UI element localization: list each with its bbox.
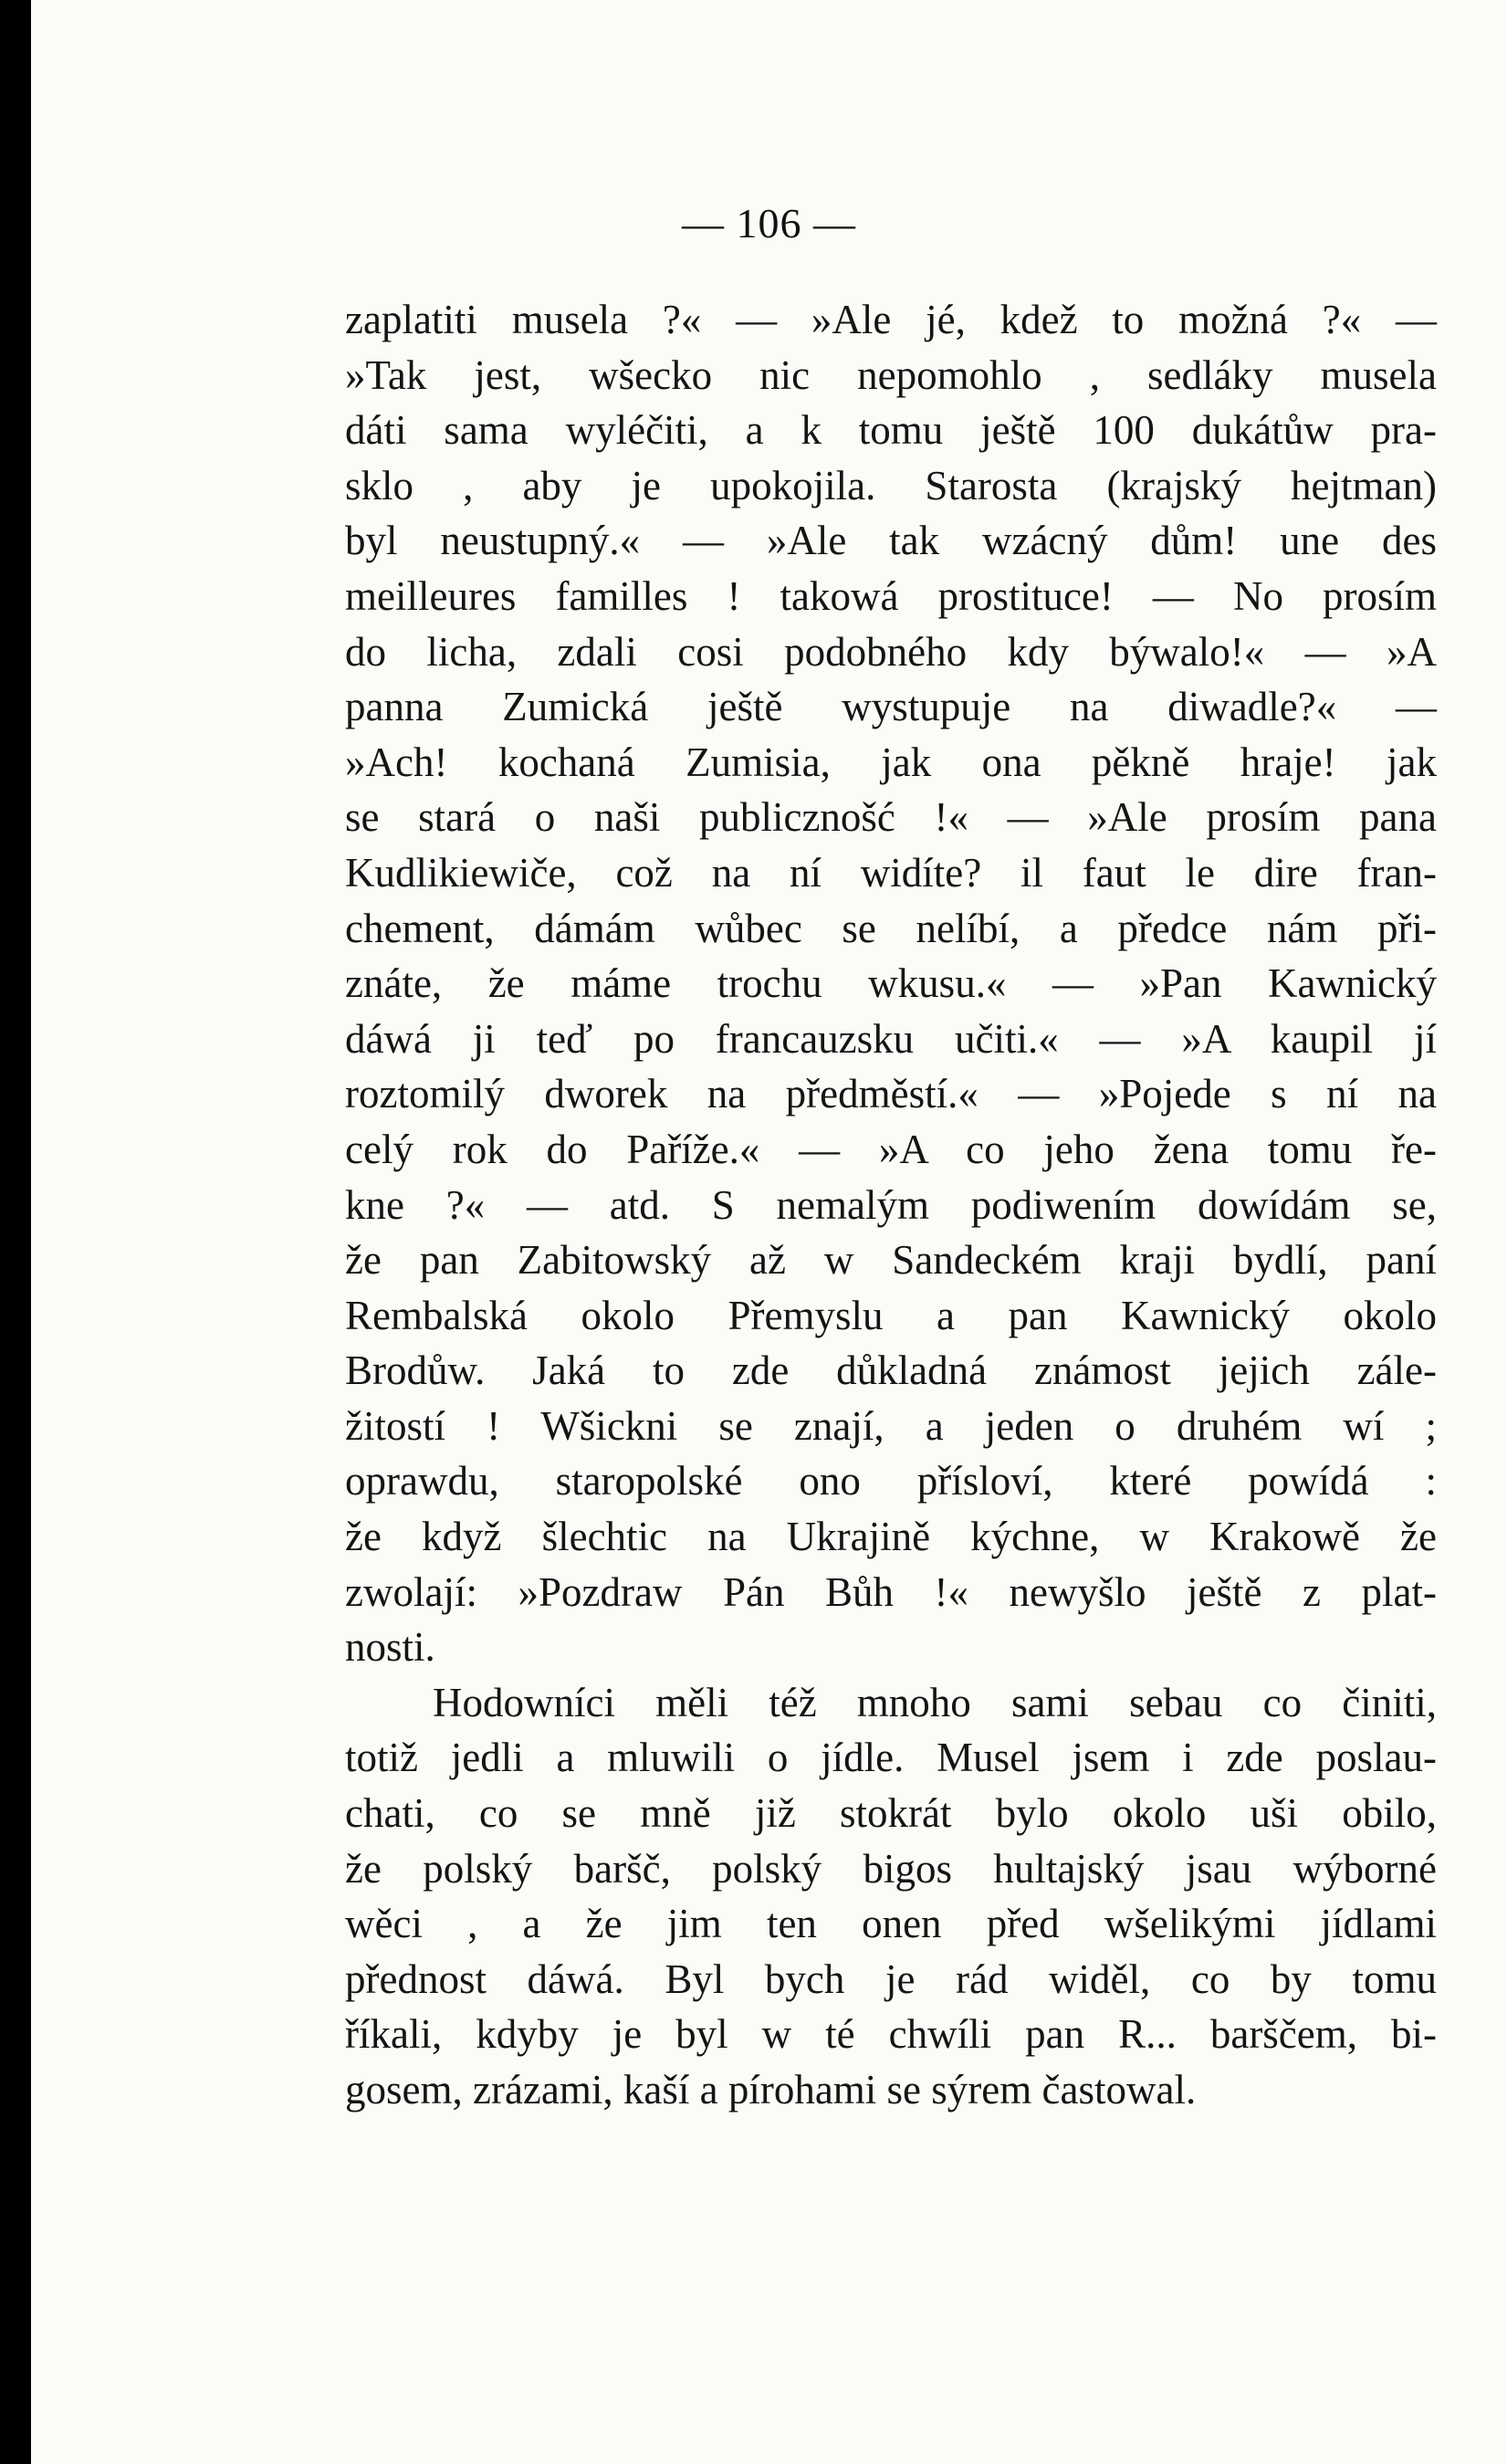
text-line: meilleures familles ! takowá prostituce! — No prosím [345, 572, 1437, 619]
text-line: přednost dáwá. Byl bych je rád widěl, co by tomu [345, 1955, 1437, 2002]
text-line: zwolají: »Pozdraw Pán Bůh !« newyšlo ještě z plat- [345, 1568, 1437, 1615]
text-line: oprawdu, staropolské ono přísloví, které powídá : [345, 1458, 1437, 1505]
text-line: že když šlechtic na Ukrajině kýchne, w Krakowě že [345, 1514, 1437, 1560]
text-line: celý rok do Paříže.« — »A co jeho žena tomu ře- [345, 1126, 1437, 1172]
text-line: roztomilý dworek na předměstí.« — »Pojede s ní na [345, 1071, 1437, 1117]
book-page [31, 0, 1507, 2464]
text-line: kne ?« — atd. S nemalým podiwením dowídám se, [345, 1181, 1437, 1228]
text-line: gosem, zrázami, kaší a pírohami se sýrem častowal. [345, 2067, 1197, 2113]
body-text [345, 292, 1437, 2118]
text-line: do licha, zdali cosi podobného kdy býwalo!« — »A [345, 628, 1437, 675]
text-line: zaplatiti musela ?« — »Ale jé, kdež to možná ?« — [345, 297, 1437, 342]
text-line: žitostí ! Wšickni se znají, a jeden o druhém wí ; [345, 1402, 1437, 1449]
text-line: Kudlikiewiče, což na ní widíte? il faut le dire fran- [345, 849, 1437, 896]
text-line: »Tak jest, wšecko nic nepomohlo , sedláky musela [345, 351, 1437, 398]
text-line: Hodowníci měli též mnoho sami sebau co činiti, [433, 1679, 1437, 1725]
text-line: »Ach! kochaná Zumisia, jak ona pěkně hraje! jak [345, 739, 1437, 785]
text-line: dáwá ji teď po francauzsku učiti.« — »A kaupil jí [345, 1015, 1437, 1062]
text-line: že pan Zabitowský až w Sandeckém kraji bydlí, paní [345, 1237, 1437, 1284]
text-line: říkali, kdyby je byl w té chwíli pan R... barščem, bi- [345, 2011, 1437, 2058]
text-line: Brodůw. Jaká to zde důkladná známost jejich zále- [345, 1347, 1437, 1394]
text-line: nosti. [345, 1624, 435, 1671]
page-number: — 106 — [682, 200, 856, 246]
text-line: se stará o naši publicznošć !« — »Ale prosím pana [345, 794, 1437, 841]
text-line: znáte, že máme trochu wkusu.« — »Pan Kawnický [345, 960, 1437, 1007]
text-line: wěci , a že jim ten onen před wšelikými jídlami [345, 1901, 1437, 1947]
text-line: sklo , aby je upokojila. Starosta (krajský hejtman) [345, 462, 1437, 509]
text-line: že polský baršč, polský bigos hultajský jsau wýborné [345, 1845, 1437, 1892]
text-line: dáti sama wyléčiti, a k tomu ještě 100 dukátůw pra- [345, 407, 1437, 454]
text-line: totiž jedli a mluwili o jídle. Musel jsem i zde poslau- [345, 1735, 1437, 1781]
text-line: chement, dámám wůbec se nelíbí, a předce nám při- [345, 905, 1437, 951]
text-line: panna Zumická ještě wystupuje na diwadle?« — [345, 684, 1437, 730]
text-line: Rembalská okolo Přemyslu a pan Kawnický okolo [345, 1292, 1437, 1338]
text-line: byl neustupný.« — »Ale tak wzácný dům! une des [345, 518, 1437, 564]
text-line: chati, co se mně již stokrát bylo okolo uši obilo, [345, 1790, 1437, 1837]
